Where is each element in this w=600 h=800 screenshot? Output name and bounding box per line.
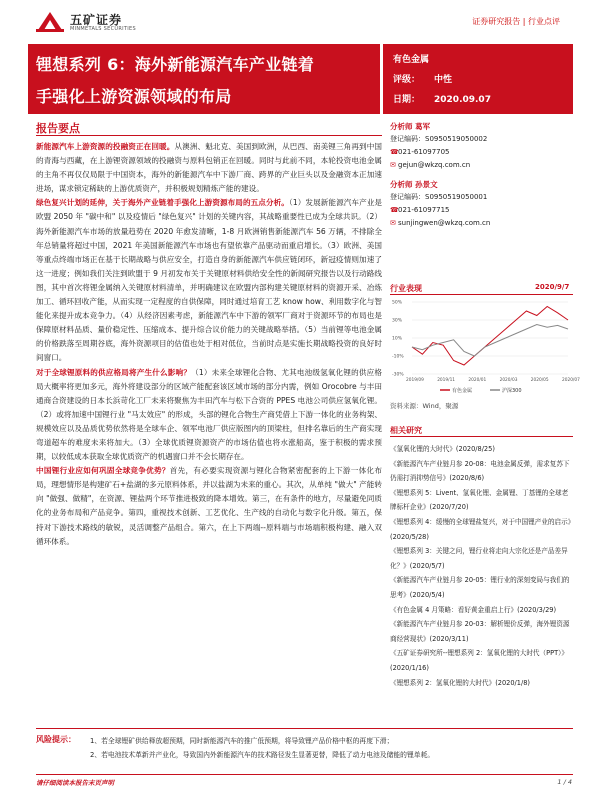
phone-icon: ☎ [390,206,399,214]
summary-paragraph-1 [36,140,382,196]
chart-x-ticks [406,377,580,383]
y-tick-label: 30% [392,318,403,324]
phone-icon: ☎ [390,148,399,156]
legend-label-nonferrous: 有色金属 [452,388,473,394]
related-divider [390,436,573,437]
risk-divider [36,728,573,729]
analyst-2-email[interactable]: sunjingwen@wkzq.com.cn [398,219,491,227]
risk-text [90,734,573,762]
date-label: 日期： [393,95,421,105]
y-tick-label: -30% [392,372,404,378]
analyst-2-email-row [390,217,573,230]
related-item[interactable]: 《新能源汽车产业链月参 20-05：锂行业的深刻变局与我们的思考》(2020/5/4) [390,576,570,599]
summary-text-3: （1）未来全球锂化合物、尤其电池级氢氧化锂的供应格局大概率将更加多元，海外将建设部分的区域产能配套该区域市场的部分内需，例如 Orocobre 与丰田通商合资建设的日本长浜苛化工厂未来将聚焦为丰田汽车与松下合资的 PPES 电池公司供应氢氧化锂。（2）或将加速中国锂行业 "马太效应" 的形成，头部的锂化合物生产商凭借上下游一体化的业务构架、规模效应以及品质优势依然将是全球车企、领军电池厂供应版图内的顶梁柱，但排名靠后的生产商实现弯道超车的难度未来将加大。（3）全球优质锂资源资产的市场估值也将水涨船高，鉴于积极的需求预期，以较低成本获取全球优质资产的机遇窗口并不会长期存在。 [36,367,382,462]
y-tick-label: -10% [392,354,404,360]
risk-item-2: 2、若电池技术革新并产业化，导致国内外新能源汽车的技术路径发生显著更替，降低了动力电池及储能的锂单耗。 [90,751,435,759]
email-icon: ✉ [390,219,396,227]
related-item[interactable]: 《锂想系列 2：氢氧化锂的大时代》(2020/1/8) [390,678,530,687]
series-line-nonferrous [412,307,568,366]
rating-value: 中性 [434,75,453,85]
chart-title: 行业表现 [390,284,422,293]
rating-box [383,44,573,114]
footer-divider [36,774,573,775]
sector-name: 有色金属 [393,55,430,65]
chart-source: 资料来源：Wind，聚源 [390,402,459,410]
related-item[interactable]: 《锂想系列 4：缓慢的全球锂盐复兴，对于中国锂产业的启示》(2020/5/28) [390,517,572,541]
analyst-1-phone-row [390,146,573,159]
analyst-2-name: 分析师 孙景文 [390,180,438,189]
summary-paragraph-4 [36,464,382,549]
x-tick-label: 2019/11 [437,378,456,383]
chart-date: 2020/9/7 [535,283,570,291]
y-tick-label: 10% [392,336,403,342]
chart-divider [390,294,573,295]
summary-highlight-4: 中国锂行业应如何巩固全球竞争优势？ [36,466,170,476]
report-title-line-1: 锂想系列 6：海外新能源汽车产业链着 [36,55,315,74]
page-header [0,0,600,42]
date-row [393,92,491,105]
company-name: 五矿证券 [70,13,123,27]
summary-paragraph-3 [36,366,382,465]
related-item[interactable]: 《有色金属 4 月策略：看好黄金重启上行》(2020/3/29) [390,605,557,614]
summary-text-1: 从澳洲、魁北克、美国到欧洲，从巴西、南美锂三角再到中国的青海与西藏，在上游锂资源领域的投融资与原料包销正在回暖。同时与此前不同，本轮投资电池金属的主角不再仅仅局限于中国资本，海外的新能源汽车中下游厂商、跨界的产业巨头以及金融资本正加速进场，谋求锁定稀缺的上游优质资产，并积极规划精炼产能的建设。 [36,142,382,194]
analyst-2-phone: 021-61097715 [398,206,450,214]
summary-text-4: 首先，有必要实现资源与锂化合物紧密配套的上下游一体化布局，理想情形是构建矿石+盐湖的多元原料体系，并以盐湖为未来的重心。其次，从单纯 "做大" 产能转向 "做强、做精"，在资源、锂盐两个环节推进极致的降本增效。第三，在有条件的地方，尽量避免同质化的业务布局和产品竞争。第四，重视技术创新、工艺优化、生产线的自动化与数字化升级。第五，保持对下游技术路线的敏锐，灵活调整产品组合。第六，在上下两端--原料端与市场端积极构建、融入双循环体系。 [36,466,383,546]
company-logo-icon [36,10,64,32]
analyst-2-cert: 登记编码：S0950519050001 [390,193,488,201]
analyst-1-cert: 登记编码：S0950519050002 [390,135,488,143]
summary-divider [36,135,382,136]
performance-chart [390,296,580,396]
related-item[interactable]: 《新能源汽车产业链月参 20-08：电池金属反弹，需求复苏下仍需打消抑势信号》(2020/8/6) [390,459,570,483]
analyst-2-phone-row [390,204,573,217]
related-item[interactable]: 《氢氧化锂的大时代》(2020/8/25) [390,445,495,453]
summary-title: 报告要点 [36,122,80,135]
report-type: 证券研究报告 | 行业点评 [472,17,560,26]
related-item[interactable]: 《五矿证券研究所--锂想系列 2：氢氧化锂的大时代（PPT）》(2020/1/16) [390,649,568,672]
chart-y-ticks [392,300,404,378]
related-item[interactable]: 《锂想系列 5：Livent、氢氧化锂、金属锂、丁基锂的全球老牌标杆企业》(2020/7/20) [390,488,569,512]
date-value: 2020.09.07 [434,95,491,105]
related-item[interactable]: 《锂想系列 3：关键之问，锂行业将走向大宗化还是产品差异化？》(2020/5/7) [390,547,568,570]
x-tick-label: 2020/01 [468,378,487,383]
legend-label-csi300: 沪深300 [502,388,522,394]
analyst-1-email-row [390,159,573,172]
summary-body [36,140,382,549]
analyst-1-phone: 021-61097705 [398,148,450,156]
rating-row [393,72,452,85]
risk-label: 风险提示： [36,735,76,744]
x-tick-label: 2019/09 [406,378,424,383]
report-title-line-2: 手强化上游资源领域的布局 [36,87,232,106]
page-number: 1 / 4 [557,778,572,786]
x-tick-label: 2020/07 [562,378,580,383]
risk-item-1: 1、若全球锂矿供给释放超预期，同时新能源汽车的推广低预期，将导致锂产品价格中枢的再度下滑； [90,737,394,745]
company-name-en: MINMETALS SECURITIES [70,26,136,32]
analyst-panel [390,120,573,230]
summary-paragraph-2 [36,196,382,365]
rating-label: 评级： [393,75,421,85]
analyst-1-email[interactable]: gejun@wkzq.com.cn [398,161,471,169]
summary-highlight-3: 对于全球锂原料的供应格局将产生什么影响？ [36,367,192,377]
related-list [390,442,573,690]
summary-text-2: （1）发展新能源汽车产业是欧盟 2050 年 "碳中和" 以及疫情后 "绿色复兴" 计划的关键内容，其战略重要性已成为全球共识。（2）海外新能源汽车市场的放量趋势在 2020 年愈发清晰，1-8 月欧洲销售新能源汽车 56 万辆，不排除全年总销量将超过中国，2021 年美国新能源汽车市场也有望依靠产品驱动而重启增长。（3）欧洲、美国等重点终端市场正在基于长期战略与供应安全，打造自身的新能源汽车供应链闭环，新冠疫情则加速了这一进度；例如我们关注到欧盟于 9 月初发布关于关键原材料供给安全性的新闻研究报告以及行动路线图，其中首次将锂金属纳入关键原材料清单，并明确建议在欧盟内部构建关键原材料的资源开采、冶炼加工、循环回收产能，从而实现一定程度的自供保障，同时通过培育工艺 know how、利用数字化与智能化来提升成本竞争力。（4）从经济因素考虑，新能源汽车中下游的领军厂商对于资源环节的布局也是保障原材料品质、量价稳定性、压缩成本、提升综合议价能力的关键战略举措。（5）当前锂等电池金属的价格跌落至周期谷底，海外资源项目的估值也处于相对低位，当前时点是实施长期战略投资的良好时间窗口。 [36,198,383,363]
related-item[interactable]: 《新能源汽车产业链月参 20-03：解析锂价反弹，海外锂资源商经营现状》(2020/3/11) [390,620,570,643]
x-tick-label: 2020/05 [530,378,549,383]
x-tick-label: 2020/03 [499,378,518,383]
series-line-csi300 [412,325,568,357]
analyst-1-name: 分析师 葛军 [390,122,431,131]
report-title-banner [28,44,380,114]
y-tick-label: 50% [392,300,403,306]
summary-highlight-1: 新能源汽车上游资源的投融资正在回暖。 [36,142,175,151]
chart-grid [412,302,568,374]
email-icon: ✉ [390,161,396,169]
related-title: 相关研究 [390,426,422,435]
summary-highlight-2: 绿色复兴计划的延伸，关于海外产业链着手强化上游资源布局的五点分析。 [36,198,289,208]
footer-disclaimer: 请仔细阅读本报告末页声明 [36,779,114,787]
